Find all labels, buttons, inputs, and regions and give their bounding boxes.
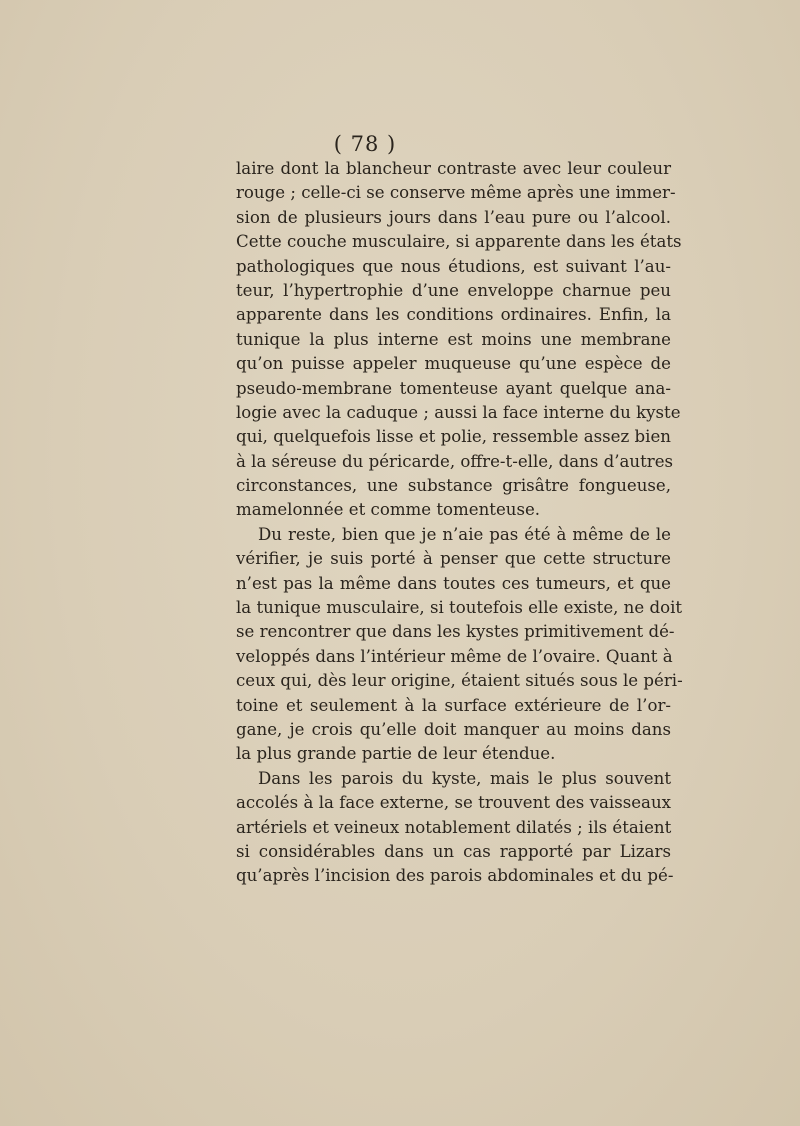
text-line: pathologiques que nous étudions, est suivant l’au- — [236, 256, 671, 276]
text-line: sion de plusieurs jours dans l’eau pure ou l’alcool. — [236, 207, 671, 227]
text-line: teur, l’hypertrophie d’une enveloppe charnue peu — [236, 280, 671, 300]
text-line: apparente dans les conditions ordinaires. Enfin, la — [236, 305, 671, 325]
text-line: gane, je crois qu’elle doit manquer au moins dans — [236, 719, 671, 739]
text-line: si considérables dans un cas rapporté par Lizars — [236, 841, 671, 861]
text-line: circonstances, une substance grisâtre fongueuse, — [236, 476, 671, 496]
page-number: ( 78 ) — [333, 132, 397, 156]
text-line: Dans les parois du kyste, mais le plus souvent — [258, 768, 671, 788]
body-text — [236, 157, 683, 889]
text-line: vérifier, je suis porté à penser que cette structure — [236, 549, 671, 569]
text-line: n’est pas la même dans toutes ces tumeurs, et que — [236, 573, 671, 593]
text-line: laire dont la blancheur contraste avec leur couleur — [236, 159, 671, 178]
text-line: la tunique musculaire, si toutefois elle existe, ne doit — [236, 598, 683, 618]
text-line: logie avec la caduque ; aussi la face interne du kyste — [236, 402, 681, 422]
text-line: qu’on puisse appeler muqueuse qu’une espèce de — [236, 354, 671, 374]
text-line: artériels et veineux notablement dilatés ; ils étaient — [236, 817, 672, 837]
text-line: tunique la plus interne est moins une membrane — [236, 329, 671, 349]
text-line: Cette couche musculaire, si apparente dans les états — [236, 232, 682, 252]
text-line: se rencontrer que dans les kystes primitivement dé- — [236, 622, 675, 642]
text-line: qu’après l’incision des parois abdominales et du pé- — [236, 866, 674, 886]
page-header — [0, 132, 800, 156]
text-line: pseudo-membrane tomenteuse ayant quelque ana- — [236, 378, 671, 398]
text-line: mamelonnée et comme tomenteuse. — [236, 500, 541, 520]
text-line: à la séreuse du péricarde, offre-t-elle, dans d’autres — [236, 451, 674, 471]
text-line: ceux qui, dès leur origine, étaient situés sous le péri- — [236, 671, 683, 691]
text-line: Du reste, bien que je n’aie pas été à même de le — [258, 524, 671, 544]
text-line: rouge ; celle-ci se conserve même après une immer- — [236, 183, 676, 203]
text-line: toine et seulement à la surface extérieure de l’or- — [236, 695, 671, 715]
text-line: la plus grande partie de leur étendue. — [236, 744, 556, 764]
text-line: qui, quelquefois lisse et polie, ressemble assez bien — [236, 427, 671, 447]
text-line: veloppés dans l’intérieur même de l’ovaire. Quant à — [236, 646, 673, 666]
text-line: accolés à la face externe, se trouvent des vaisseaux — [236, 793, 671, 813]
